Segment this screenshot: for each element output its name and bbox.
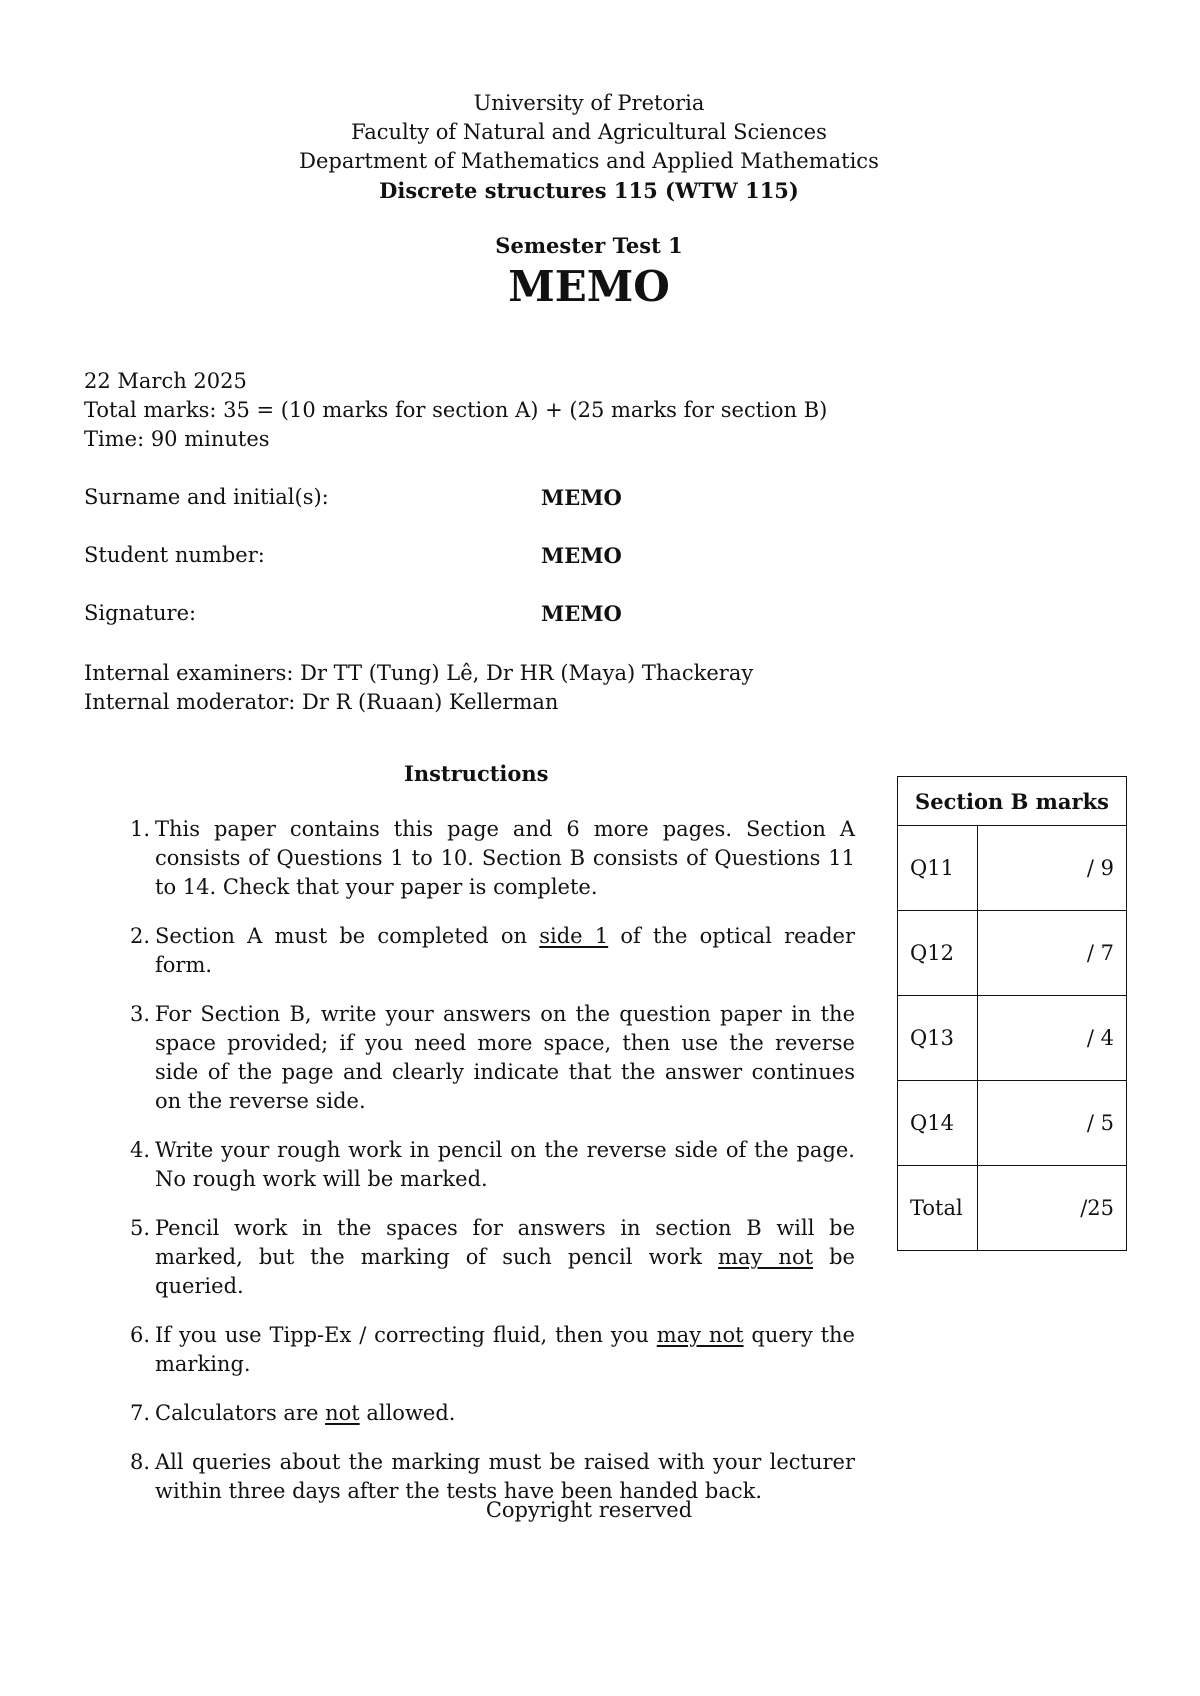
question-marks: / 4 — [978, 996, 1127, 1081]
underlined-text: may not — [656, 1323, 744, 1347]
university-name: University of Pretoria — [473, 91, 705, 115]
surname-label: Surname and initial(s): — [84, 485, 329, 509]
copyright-notice: Copyright reserved — [485, 1498, 693, 1522]
instruction-item: 3. For Section B, write your answers on the question paper in the space provided; if you need more space, then use the reverse side of the page and clearly indicate that the answer continues on the reverse side. — [129, 1002, 855, 1113]
signature-label: Signature: — [84, 601, 197, 625]
underlined-text: side 1 — [539, 924, 609, 948]
signature-value: MEMO — [541, 601, 622, 626]
table-row — [898, 1166, 1127, 1251]
time-allowed: Time: 90 minutes — [84, 427, 270, 451]
question-label: Q11 — [898, 826, 978, 911]
instruction-item: 5. Pencil work in the spaces for answers in section B will be marked, but the marking of such pencil work may not be queried. — [129, 1216, 855, 1298]
instruction-item: 2. Section A must be completed on side 1 of the optical reader form. — [129, 924, 855, 977]
table-row — [898, 996, 1127, 1081]
internal-examiners: Internal examiners: Dr TT (Tung) Lê, Dr HR (Maya) Thackeray — [84, 661, 754, 685]
underlined-text: may not — [718, 1245, 814, 1269]
instruction-item: 4. Write your rough work in pencil on the reverse side of the page. No rough work will be marked. — [129, 1138, 855, 1191]
marks-table-header — [898, 777, 1127, 826]
test-name: Semester Test 1 — [495, 233, 683, 258]
question-marks: / 9 — [978, 826, 1127, 911]
total-marks: Total marks: 35 = (10 marks for section A) + (25 marks for section B) — [84, 398, 828, 422]
marks-table-title: Section B marks — [898, 777, 1127, 826]
course-title: Discrete structures 115 (WTW 115) — [379, 178, 799, 203]
test-date: 22 March 2025 — [84, 369, 247, 393]
total-marks-cell: /25 — [978, 1166, 1127, 1251]
internal-moderator: Internal moderator: Dr R (Ruaan) Kellerman — [84, 690, 559, 714]
question-label: Q13 — [898, 996, 978, 1081]
instruction-item: 1. This paper contains this page and 6 more pages. Section A consists of Questions 1 to 10. Section B consists of Questions 11 to 14. Check that your paper is complete. — [129, 817, 855, 899]
student-number-label: Student number: — [84, 543, 265, 567]
instruction-item: 8. All queries about the marking must be raised with your lecturer within three days after the tests have been handed back. — [129, 1450, 855, 1503]
department-name: Department of Mathematics and Applied Mathematics — [299, 149, 879, 173]
table-row — [898, 911, 1127, 996]
instruction-item: 6. If you use Tipp-Ex / correcting fluid, then you may not query the marking. — [129, 1323, 855, 1376]
instruction-item: 7. Calculators are not allowed. — [129, 1401, 456, 1425]
question-label: Q12 — [898, 911, 978, 996]
memo-title: MEMO — [508, 262, 670, 311]
question-label: Q14 — [898, 1081, 978, 1166]
surname-value: MEMO — [541, 485, 622, 510]
faculty-name: Faculty of Natural and Agricultural Sciences — [351, 120, 827, 144]
underlined-text: not — [325, 1401, 360, 1425]
instructions-title: Instructions — [404, 761, 549, 786]
table-row — [898, 826, 1127, 911]
question-marks: / 5 — [978, 1081, 1127, 1166]
section-b-marks-table — [897, 776, 1127, 1251]
instructions-list — [0, 815, 855, 1506]
total-label: Total — [898, 1166, 978, 1251]
question-marks: / 7 — [978, 911, 1127, 996]
student-number-value: MEMO — [541, 543, 622, 568]
table-row — [898, 1081, 1127, 1166]
